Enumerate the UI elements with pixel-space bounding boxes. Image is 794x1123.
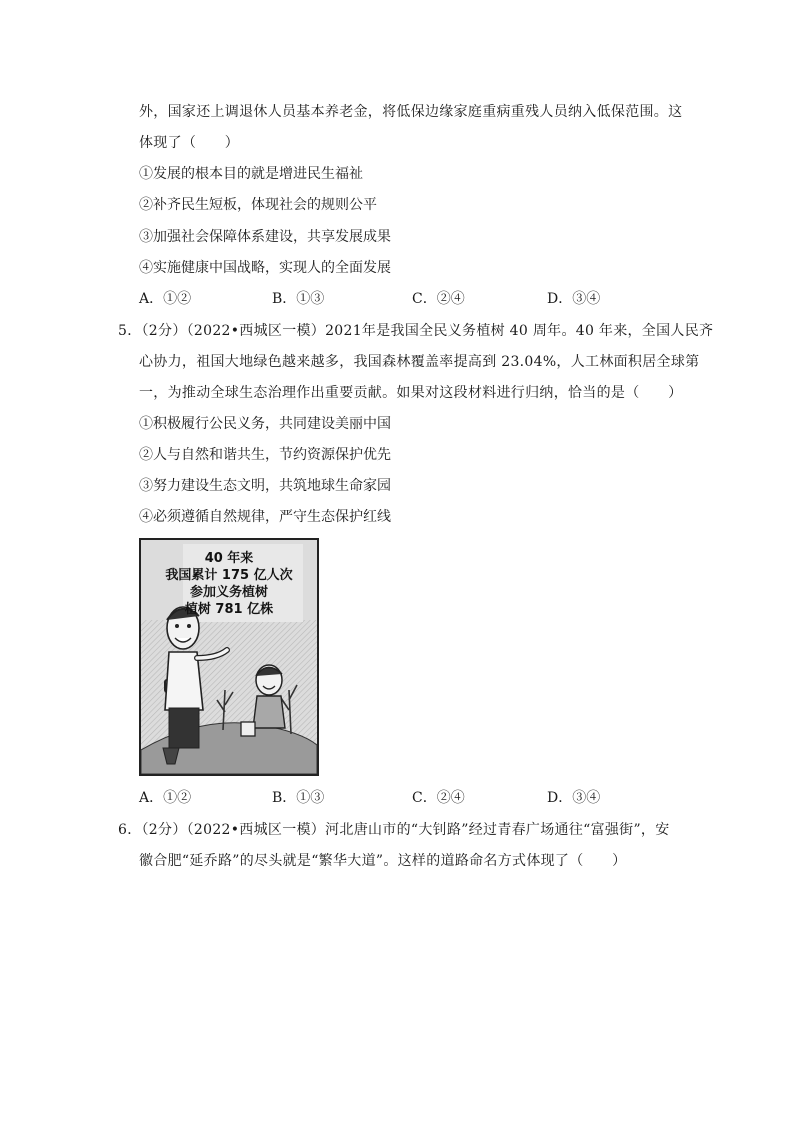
q5-statement-2: ②人与自然和谐共生，节约资源保护优先: [139, 447, 391, 463]
q5-statement-4: ④必须遵循自然规律，严守生态保护红线: [139, 509, 391, 525]
q5-choice-d[interactable]: D．③④: [547, 790, 601, 806]
q5-choice-c[interactable]: C．②④: [412, 790, 465, 806]
q6-stem-line-1: 6．（2分）（2022•西城区一模）河北唐山市的“大钊路”经过青春广场通往“富强街”，安: [118, 822, 670, 838]
cartoon-caption-line-2: 我国累计 175 亿人次: [165, 568, 293, 583]
q5-statement-3: ③努力建设生态文明，共筑地球生命家园: [139, 478, 391, 494]
q4-choice-b[interactable]: B．①③: [272, 291, 325, 307]
q4-statement-2: ②补齐民生短板，体现社会的规则公平: [139, 197, 377, 213]
q4-choice-d[interactable]: D．③④: [547, 291, 601, 307]
q4-statement-3: ③加强社会保障体系建设，共享发展成果: [139, 229, 391, 245]
q4-choice-a[interactable]: A．①②: [139, 291, 192, 307]
cartoon-caption-line-4: 植树 781 亿株: [184, 602, 274, 617]
cartoon-caption-line-1: 40 年来: [204, 551, 254, 566]
q5-stem-line-2: 心协力，祖国大地绿色越来越多，我国森林覆盖率提高到 23.04%，人工林面积居全球第: [139, 354, 700, 370]
q4-statement-1: ①发展的根本目的就是增进民生福祉: [139, 166, 363, 182]
q5-choice-b[interactable]: B．①③: [272, 790, 325, 806]
tree-planting-cartoon: [139, 538, 319, 776]
q5-statement-1: ①积极履行公民义务，共同建设美丽中国: [139, 416, 391, 432]
q4-statement-4: ④实施健康中国战略，实现人的全面发展: [139, 260, 391, 276]
cartoon-caption-line-3: 参加义务植树: [189, 585, 268, 600]
q4-stem-line-1: 外，国家还上调退休人员基本养老金，将低保边缘家庭重病重残人员纳入低保范围。这: [139, 104, 683, 120]
q5-stem-line-1: 5．（2分）（2022•西城区一模）2021年是我国全民义务植树 40 周年。40 年来，全国人民齐: [118, 323, 714, 339]
q6-stem-line-2: 徽合肥“延乔路”的尽头就是“繁华大道”。这样的道路命名方式体现了（ ）: [139, 853, 627, 869]
cartoon-caption: [141, 550, 317, 618]
q5-choice-a[interactable]: A．①②: [139, 790, 192, 806]
q4-choice-c[interactable]: C．②④: [412, 291, 465, 307]
q5-stem-line-3: 一，为推动全球生态治理作出重要贡献。如果对这段材料进行归纳，恰当的是（ ）: [139, 385, 683, 401]
q4-stem-line-2: 体现了（ ）: [139, 135, 240, 151]
